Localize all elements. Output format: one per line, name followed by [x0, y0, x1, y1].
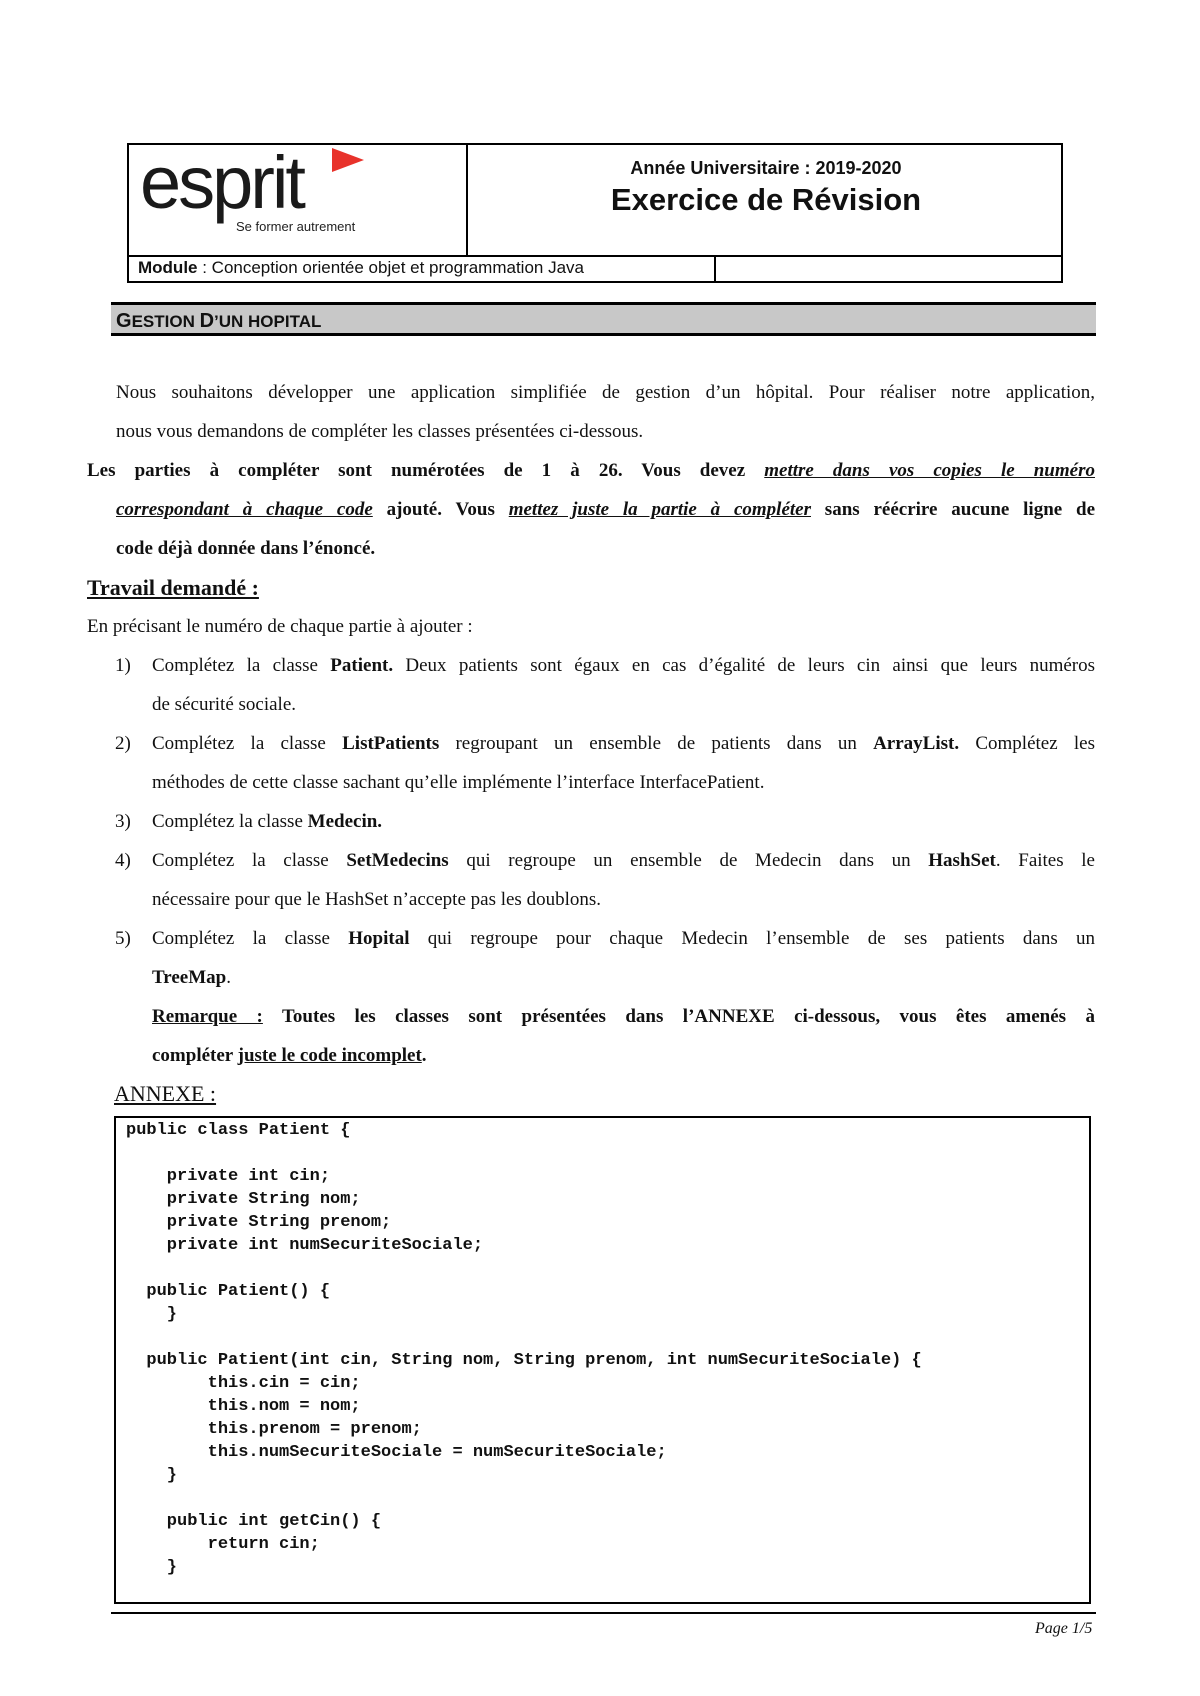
list-item-cont: de sécurité sociale.	[152, 694, 297, 715]
logo-tagline: Se former autrement	[236, 219, 356, 234]
lead-text: En précisant le numéro de chaque partie à ajouter :	[87, 616, 473, 637]
footer-divider	[111, 1612, 1096, 1614]
section-title: GESTION D’UN HOPITAL	[116, 310, 322, 332]
list-item-cont: nécessaire pour que le HashSet n’accepte pas les doublons.	[152, 889, 601, 910]
module-label: Module	[138, 258, 198, 277]
list-item: Complétez la classe SetMedecins qui regroupe un ensemble de Medecin dans un HashSet. Faites le	[152, 850, 1095, 871]
annex-title: ANNEXE :	[114, 1081, 217, 1106]
logo-wordmark: esprit	[140, 141, 303, 224]
work-title: Travail demandé :	[87, 575, 259, 600]
remark-line: Remarque : Toutes les classes sont présentées dans l’ANNEXE ci-dessous, vous êtes amenés à	[152, 1006, 1095, 1027]
item-number: 2)	[115, 733, 131, 754]
module-value: : Conception orientée objet et programmation Java	[197, 258, 585, 277]
item-number: 4)	[115, 850, 131, 871]
header-divider	[714, 255, 716, 283]
remark-line: compléter juste le code incomplet.	[152, 1045, 427, 1066]
list-item: Complétez la classe Medecin.	[152, 811, 383, 832]
list-item-cont: méthodes de cette classe sachant qu’elle implémente l’interface InterfacePatient.	[152, 772, 765, 793]
logo-flag-icon	[330, 146, 370, 174]
list-item: Complétez la classe Hopital qui regroupe pour chaque Medecin l’ensemble de ses patients dans un	[152, 928, 1096, 949]
header-divider	[127, 255, 1063, 257]
list-item: Complétez la classe Patient. Deux patients sont égaux en cas d’égalité de leurs cin ainsi que leurs numéros	[152, 655, 1095, 676]
instructions-line: Les parties à compléter sont numérotées de 1 à 26. Vous devez mettre dans vos copies le numéro	[87, 460, 1095, 481]
module-line	[138, 258, 584, 278]
page-number: Page 1/5	[1035, 1620, 1093, 1637]
academic-year: Année Universitaire : 2019-2020	[630, 158, 902, 178]
item-number: 3)	[115, 811, 131, 832]
list-item-cont: TreeMap.	[152, 967, 231, 988]
intro-line: Nous souhaitons développer une application simplifiée de gestion d’un hôpital. Pour réaliser notre application,	[116, 382, 1095, 403]
esprit-logo	[140, 141, 460, 238]
item-number: 1)	[115, 655, 131, 676]
intro-line: nous vous demandons de compléter les classes présentées ci-dessous.	[116, 421, 644, 442]
code-listing: public class Patient { private int cin; private String nom; private String prenom; private int numSecuriteSociale; public Patient() { } public Patient(int cin, String nom, String prenom, int numSecuriteSociale) { this.cin = cin; this.nom = nom; this.prenom = prenom; this.numSecuriteSociale = numSecuriteSociale; } public int getCin() { return cin; }	[126, 1121, 922, 1577]
instructions-line: correspondant à chaque code ajouté. Vous mettez juste la partie à compléter sans réécrire aucune ligne de	[116, 499, 1095, 520]
list-item: Complétez la classe ListPatients regroupant un ensemble de patients dans un ArrayList. Complétez les	[152, 733, 1095, 754]
item-number: 5)	[115, 928, 131, 949]
header-divider	[466, 143, 468, 256]
page-title: Exercice de Révision	[610, 182, 922, 217]
instructions-line: code déjà donnée dans l’énoncé.	[116, 538, 376, 559]
